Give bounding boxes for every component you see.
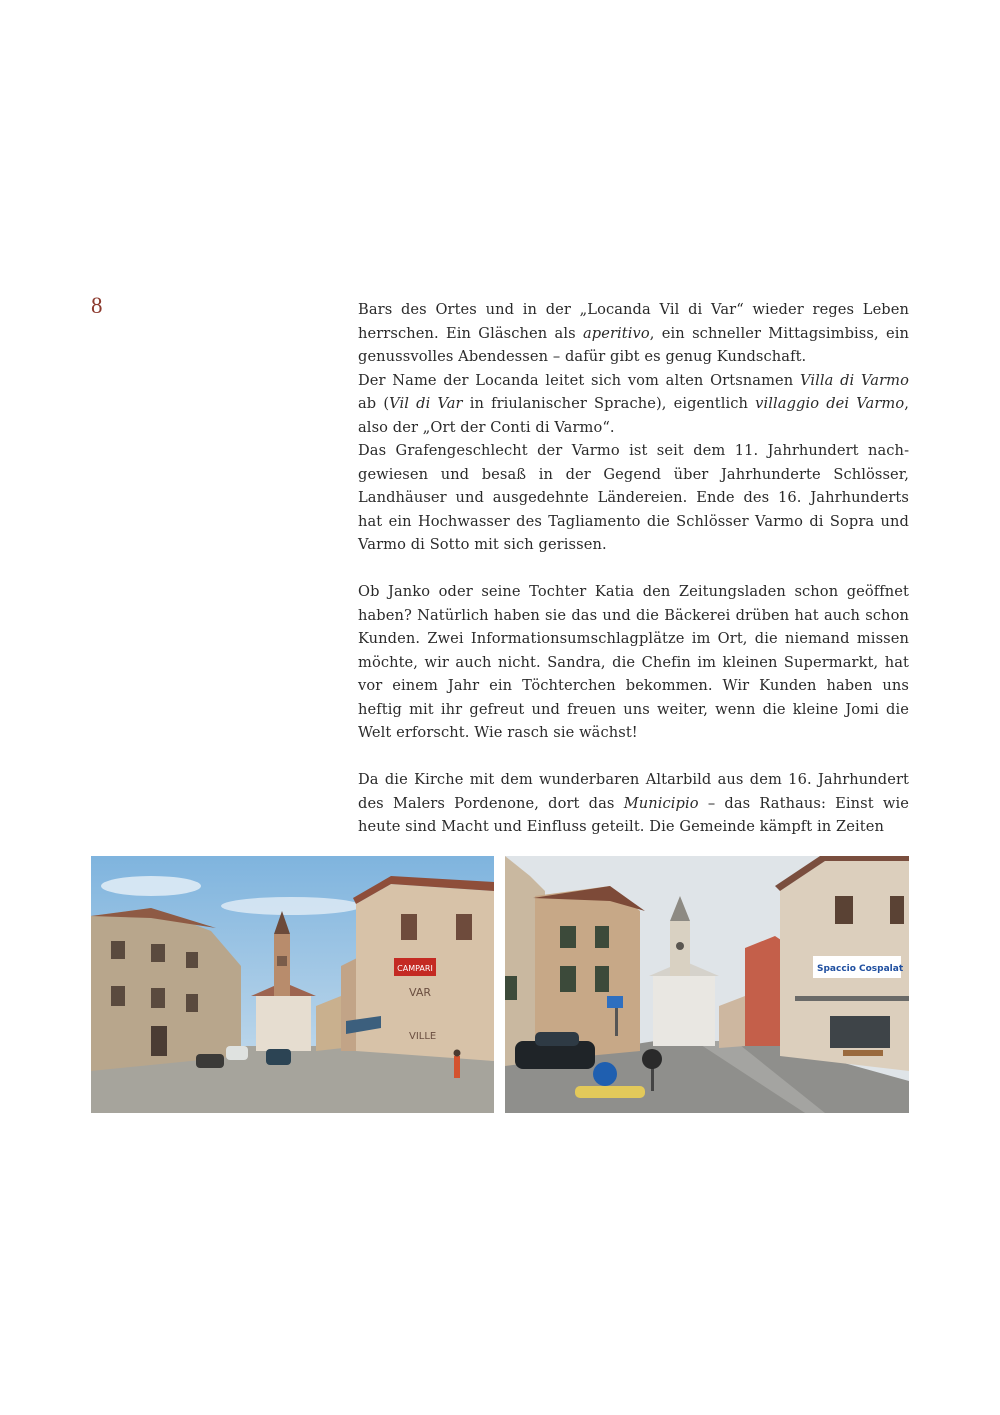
shop-sign-cospalat: Cospalat — [859, 964, 904, 974]
body-text — [358, 298, 909, 839]
paragraph — [358, 298, 909, 369]
wall-lettering-ville: VILLE — [409, 1031, 437, 1042]
wall-lettering-var: VAR — [409, 986, 431, 999]
italic-term: aperitivo — [582, 324, 650, 342]
italic-term: Vil di Var — [389, 395, 463, 412]
vintage-street-photo — [91, 856, 494, 1113]
paragraph — [358, 369, 909, 440]
italic-term: Villa di Varmo — [799, 371, 909, 389]
modern-street-photo — [505, 856, 909, 1113]
paragraph — [358, 580, 909, 745]
italic-term: Municipio — [623, 794, 699, 812]
text-run: Da die Kirche mit dem wunderbaren Altarbild aus dem 16. Jahrhundert des Malers Pordenone, dort das — [358, 771, 909, 812]
paragraph — [358, 768, 909, 839]
text-run: Bars des Ortes und in der „Locanda Vil di Var“ wieder reges Leben herrschen. Ein Gläschen als — [358, 301, 909, 342]
text-run: – das Rathaus: Einst wie heute sind Macht und Einfluss geteilt. Die Gemeinde kämpft in Zeiten — [358, 794, 909, 835]
text-run: Der Name der Locanda leitet sich vom alten Ortsnamen — [358, 371, 800, 389]
text-run: , ein schneller Mittagsimbiss, ein genussvolles Abendessen – dafür gibt es genug Kundschaft. — [358, 324, 909, 365]
shop-sign-spaccio: Spaccio — [817, 964, 856, 974]
text-run: , also der „Ort der Conti di Varmo“. — [358, 395, 910, 436]
text-run: Das Grafengeschlecht der Varmo ist seit dem 11. Jahrhundert nachgewiesen und besaß in der Gegend über Jahrhunderte Schlösser, Landhäuser und ausgedehnte Ländereien. Ende des 16. Jahrhunderts hat ein Hochwasser des Tagliamento die Schlösser Varmo di Sopra und Varmo di Sotto mit sich gerissen. — [358, 442, 909, 553]
italic-term: villaggio dei Varmo — [755, 395, 905, 412]
paragraph — [358, 439, 909, 557]
text-run: ab ( — [358, 395, 390, 412]
page-number: 8 — [91, 293, 103, 318]
text-run: in friulanischer Sprache), eigentlich — [462, 395, 756, 412]
campari-sign: CAMPARI — [397, 964, 433, 973]
text-run: Ob Janko oder seine Tochter Katia den Zeitungsladen schon geöffnet haben? Natürlich haben sie das und die Bäckerei drüben hat auch schon Kunden. Zwei Informationsumschlagplätze im Ort, die niemand missen möchte, wir auch nicht. Sandra, die Chefin im kleinen Supermarkt, hat vor einem Jahr ein Töchterchen bekommen. Wir Kunden haben uns heftig mit ihr gefreut und freuen uns weiter, wenn die kleine Jomi die Welt erforscht. Wie rasch sie wächst! — [358, 583, 909, 741]
